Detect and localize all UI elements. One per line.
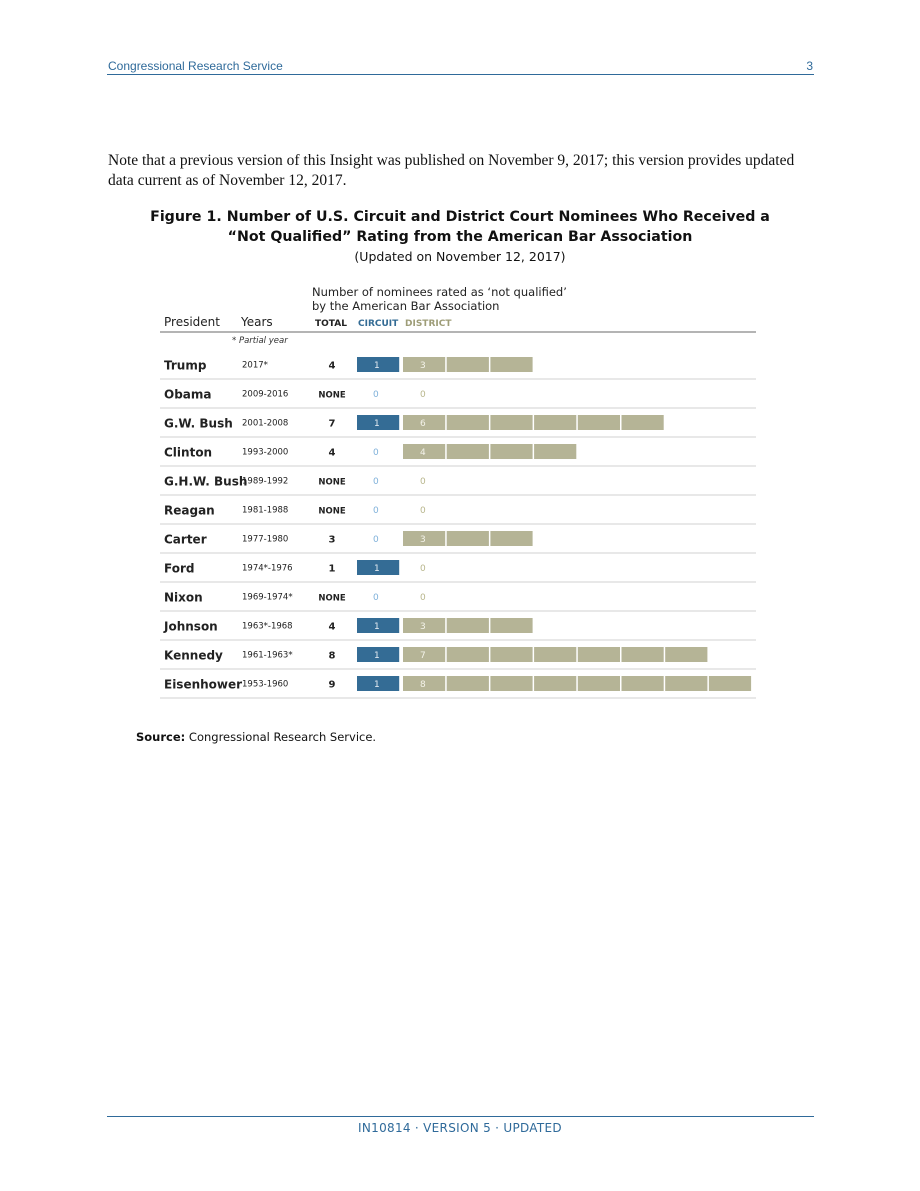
row-president: G.H.W. Bush bbox=[164, 474, 248, 489]
district-bar-segment bbox=[490, 531, 532, 546]
row-years: 1989-1992 bbox=[242, 476, 289, 487]
row-total: NONE bbox=[318, 506, 346, 517]
district-bar-segment bbox=[709, 676, 751, 691]
district-bar-segment bbox=[665, 647, 707, 662]
figure-subtitle: (Updated on November 12, 2017) bbox=[354, 249, 566, 264]
district-bar-segment bbox=[490, 647, 532, 662]
row-years: 1961-1963* bbox=[242, 650, 293, 661]
district-bar-segment bbox=[622, 676, 664, 691]
footer-text: IN10814 · VERSION 5 · UPDATED bbox=[358, 1121, 562, 1135]
row-president: Trump bbox=[164, 358, 207, 373]
row-years: 1974*-1976 bbox=[242, 563, 293, 574]
district-value-label: 0 bbox=[420, 593, 426, 603]
row-president: Obama bbox=[164, 387, 212, 402]
row-president: Johnson bbox=[164, 619, 218, 634]
row-total: 8 bbox=[328, 650, 336, 662]
district-value-label: 0 bbox=[420, 390, 426, 400]
district-value-label: 3 bbox=[420, 535, 426, 545]
district-bar-segment bbox=[665, 676, 707, 691]
row-years: 2017* bbox=[242, 360, 268, 371]
district-bar-segment bbox=[447, 531, 489, 546]
figure-title-line-1: Figure 1. Number of U.S. Circuit and District Court Nominees Who Received a bbox=[150, 209, 770, 225]
row-years: 1969-1974* bbox=[242, 592, 293, 603]
row-years: 1977-1980 bbox=[242, 534, 289, 545]
row-total: 7 bbox=[328, 418, 336, 430]
district-bar-segment bbox=[490, 676, 532, 691]
figure-title bbox=[110, 207, 810, 247]
circuit-value-label: 1 bbox=[374, 564, 380, 574]
source-text: Congressional Research Service. bbox=[188, 730, 377, 744]
row-total: NONE bbox=[318, 390, 346, 401]
district-bar-segment bbox=[534, 676, 576, 691]
footer-divider bbox=[107, 1116, 814, 1117]
district-bar-segment bbox=[447, 618, 489, 633]
row-president: Nixon bbox=[164, 590, 203, 605]
row-total: 4 bbox=[328, 360, 336, 372]
district-value-label: 4 bbox=[420, 448, 426, 458]
district-value-label: 3 bbox=[420, 622, 426, 632]
row-total: 1 bbox=[328, 563, 336, 575]
district-bar-segment bbox=[490, 415, 532, 430]
district-value-label: 0 bbox=[420, 564, 426, 574]
district-value-label: 8 bbox=[420, 680, 426, 690]
row-total: NONE bbox=[318, 477, 346, 488]
row-years: 1953-1960 bbox=[242, 679, 289, 690]
nominees-chart bbox=[160, 280, 760, 700]
page-number: 3 bbox=[806, 59, 813, 73]
circuit-value-label: 1 bbox=[374, 651, 380, 661]
row-president: Clinton bbox=[164, 445, 213, 460]
row-president: G.W. Bush bbox=[164, 416, 233, 431]
chart-heading-line-2: by the American Bar Association bbox=[312, 299, 500, 313]
partial-year-footnote: * Partial year bbox=[232, 336, 288, 346]
district-bar-segment bbox=[534, 444, 576, 459]
source-note bbox=[136, 730, 376, 744]
row-years: 2009-2016 bbox=[242, 389, 289, 400]
district-value-label: 6 bbox=[420, 419, 426, 429]
district-bar-segment bbox=[622, 415, 664, 430]
district-bar-segment bbox=[447, 444, 489, 459]
district-bar-segment bbox=[578, 415, 620, 430]
source-label: Source: bbox=[136, 730, 186, 744]
header-divider bbox=[107, 74, 814, 75]
district-bar-segment bbox=[447, 357, 489, 372]
circuit-value-label: 1 bbox=[374, 622, 380, 632]
circuit-value-label: 0 bbox=[373, 448, 379, 458]
row-total: NONE bbox=[318, 593, 346, 604]
circuit-value-label: 1 bbox=[374, 419, 380, 429]
row-years: 1993-2000 bbox=[242, 447, 289, 458]
circuit-value-label: 0 bbox=[373, 506, 379, 516]
row-years: 1963*-1968 bbox=[242, 621, 293, 632]
row-years: 1981-1988 bbox=[242, 505, 289, 516]
column-header-total: TOTAL bbox=[315, 319, 347, 329]
circuit-value-label: 0 bbox=[373, 593, 379, 603]
figure-title-line-2: “Not Qualified” Rating from the American Bar Association bbox=[227, 229, 693, 245]
header-org: Congressional Research Service bbox=[108, 59, 283, 73]
circuit-value-label: 0 bbox=[373, 390, 379, 400]
district-bar-segment bbox=[534, 647, 576, 662]
district-bar-segment bbox=[490, 357, 532, 372]
column-header-district: DISTRICT bbox=[405, 319, 452, 329]
chart-heading-line-1: Number of nominees rated as ‘not qualified’ bbox=[312, 285, 567, 299]
note-paragraph: Note that a previous version of this Insight was published on November 9, 2017; this version provides updated data current as of November 12, 2017. bbox=[108, 152, 795, 189]
row-total: 3 bbox=[328, 534, 336, 546]
column-header-president: President bbox=[164, 315, 220, 329]
district-bar-segment bbox=[490, 444, 532, 459]
column-header-circuit: CIRCUIT bbox=[358, 319, 399, 329]
row-president: Carter bbox=[164, 532, 207, 547]
column-header-years: Years bbox=[241, 315, 273, 329]
circuit-value-label: 1 bbox=[374, 680, 380, 690]
row-president: Kennedy bbox=[164, 648, 223, 663]
row-president: Ford bbox=[164, 561, 195, 576]
district-bar-segment bbox=[622, 647, 664, 662]
district-value-label: 0 bbox=[420, 477, 426, 487]
district-value-label: 3 bbox=[420, 361, 426, 371]
district-bar-segment bbox=[578, 676, 620, 691]
district-bar-segment bbox=[447, 676, 489, 691]
row-total: 4 bbox=[328, 447, 336, 459]
district-bar-segment bbox=[534, 415, 576, 430]
district-bar-segment bbox=[578, 647, 620, 662]
row-total: 9 bbox=[328, 679, 336, 691]
row-president: Reagan bbox=[164, 503, 215, 518]
district-bar-segment bbox=[447, 647, 489, 662]
circuit-value-label: 1 bbox=[374, 361, 380, 371]
row-years: 2001-2008 bbox=[242, 418, 289, 429]
district-value-label: 0 bbox=[420, 506, 426, 516]
row-president: Eisenhower bbox=[164, 677, 243, 692]
row-total: 4 bbox=[328, 621, 336, 633]
district-value-label: 7 bbox=[420, 651, 426, 661]
district-bar-segment bbox=[447, 415, 489, 430]
circuit-value-label: 0 bbox=[373, 535, 379, 545]
district-bar-segment bbox=[490, 618, 532, 633]
circuit-value-label: 0 bbox=[373, 477, 379, 487]
